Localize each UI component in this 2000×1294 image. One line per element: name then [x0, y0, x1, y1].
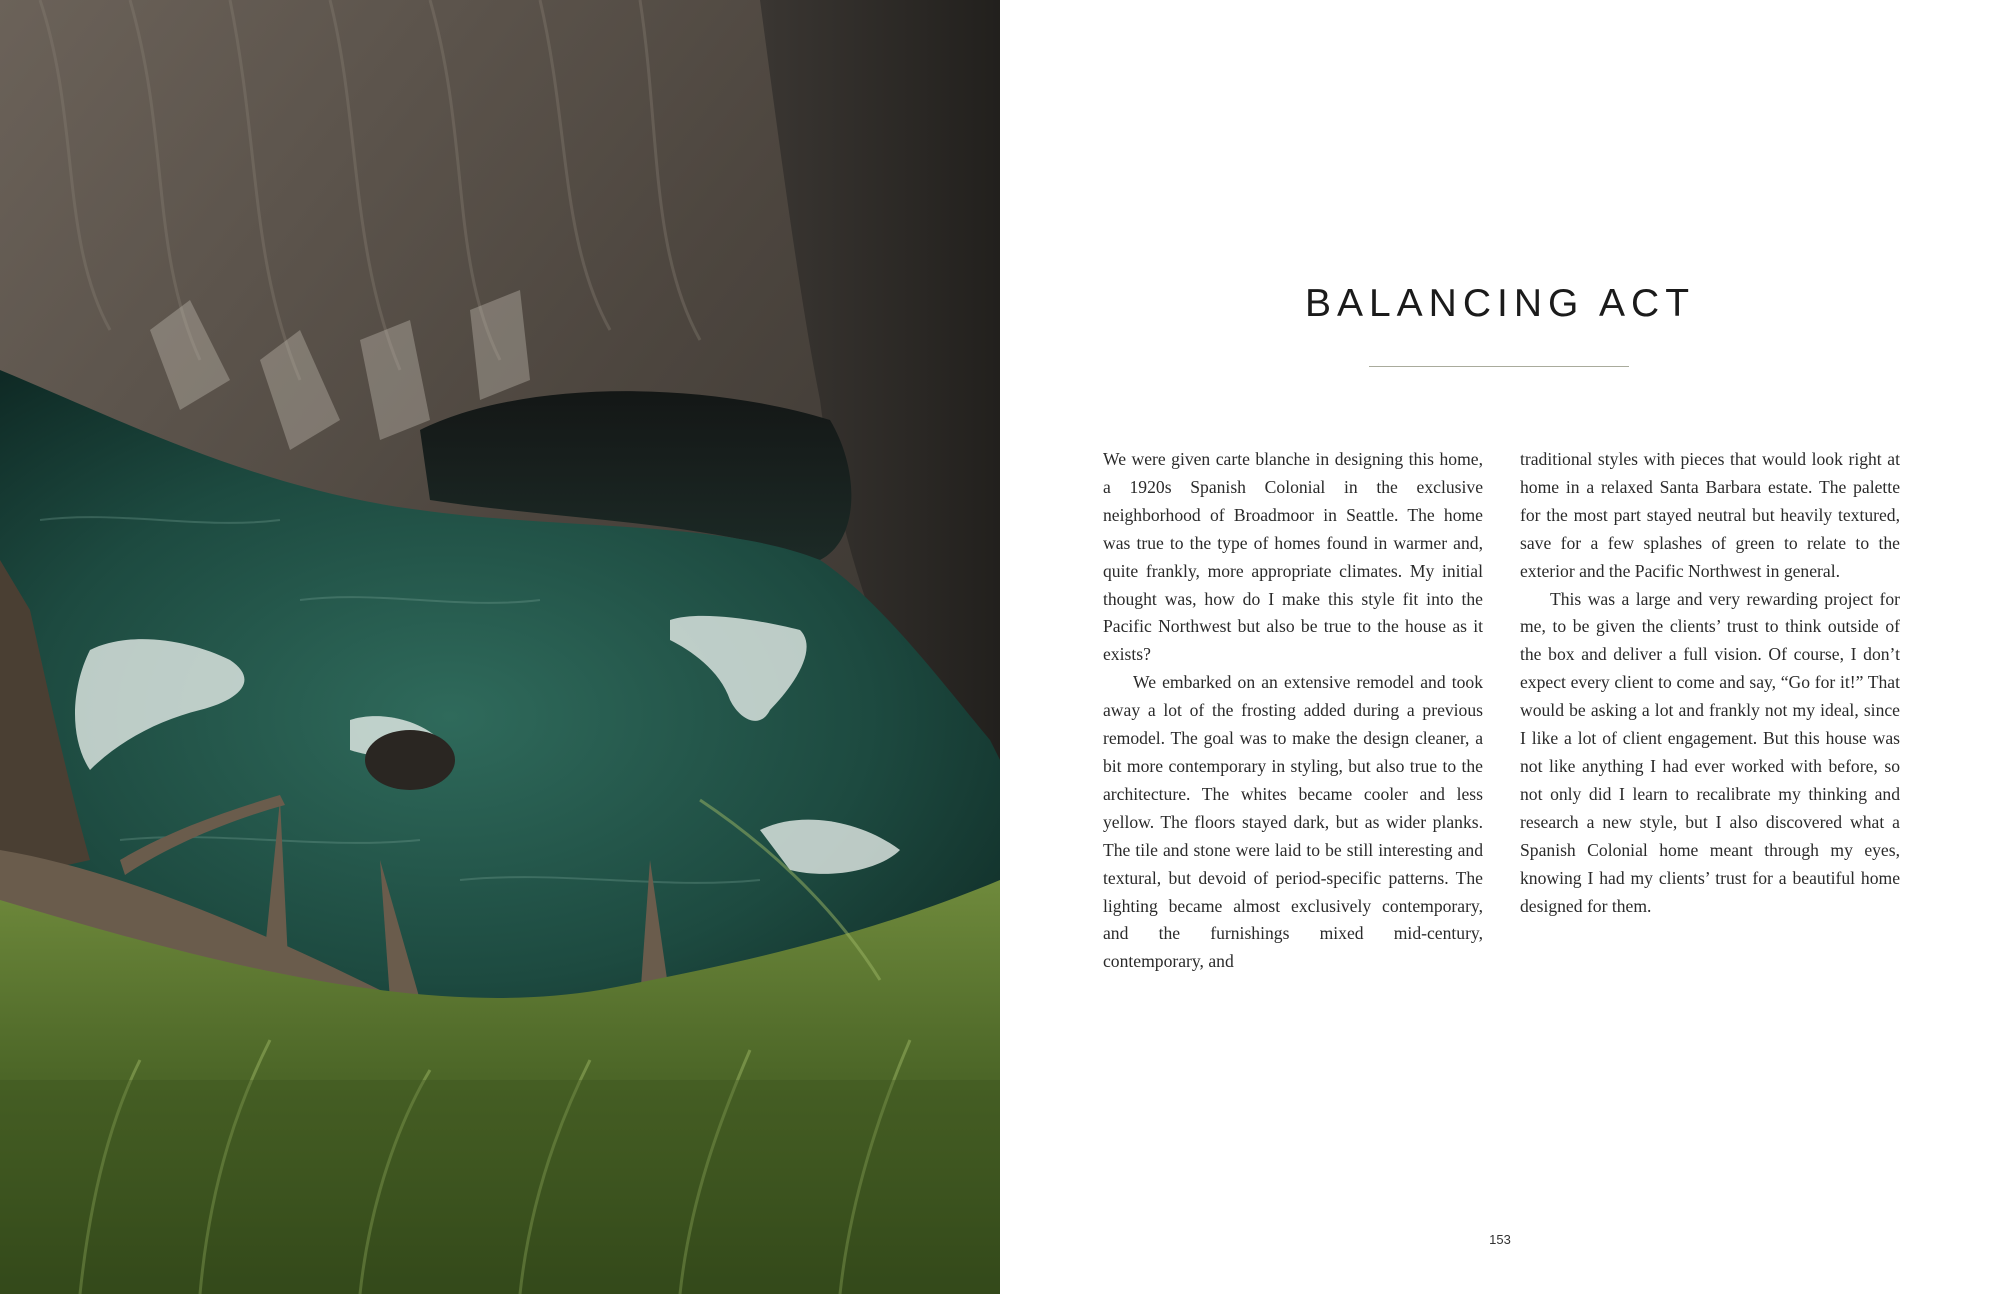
text-page [1000, 0, 2000, 1294]
grass-blur-overlay [0, 1080, 1000, 1294]
text-column-right [1520, 446, 1900, 920]
text-column-left [1103, 446, 1483, 976]
article-title: BALANCING ACT [1304, 282, 1696, 325]
paragraph: This was a large and very rewarding project for me, to be given the clients’ trust to think outside of the box and deliver a full vision. Of course, I don’t expect every client to come and say, “Go for it!” That would be asking a lot and frankly not my ideal, since I like a lot of client engagement. But this house was not like anything I had ever worked with before, so not only did I learn to recalibrate my thinking and research a new style, but I also discovered what a Spanish Colonial home meant through my eyes, knowing I had my clients’ trust for a beautiful home designed for them. [1520, 588, 1900, 916]
rock [365, 730, 455, 790]
paragraph: traditional styles with pieces that would look right at home in a relaxed Santa Barbara estate. The palette for the most part stayed neutral but heavily textured, save for a few splashes of green to relate to the exterior and the Pacific Northwest in general. [1520, 449, 1900, 581]
paragraph: We embarked on an extensive remodel and took away a lot of the frosting added during a previous remodel. The goal was to make the design cleaner, a bit more contemporary in styling, but also true to the architecture. The whites became cooler and less yellow. The floors stayed dark, but as wider planks. The tile and stone were laid to be still interesting and textural, but devoid of period-specific patterns. The lighting became almost exclusively contemporary, and the furnishings mixed mid-century, contemporary, and [1103, 672, 1483, 972]
paragraph: We were given carte blanche in designing this home, a 1920s Spanish Colonial in the exclusive neighborhood of Broadmoor in Seattle. The home was true to the type of homes found in warmer and, quite frankly, more appropriate climates. My initial thought was, how do I make this style fit into the Pacific Northwest but also be true to the house as it exists? [1103, 449, 1483, 665]
title-divider [1369, 366, 1629, 367]
page-number: 153 [1489, 1232, 1511, 1247]
